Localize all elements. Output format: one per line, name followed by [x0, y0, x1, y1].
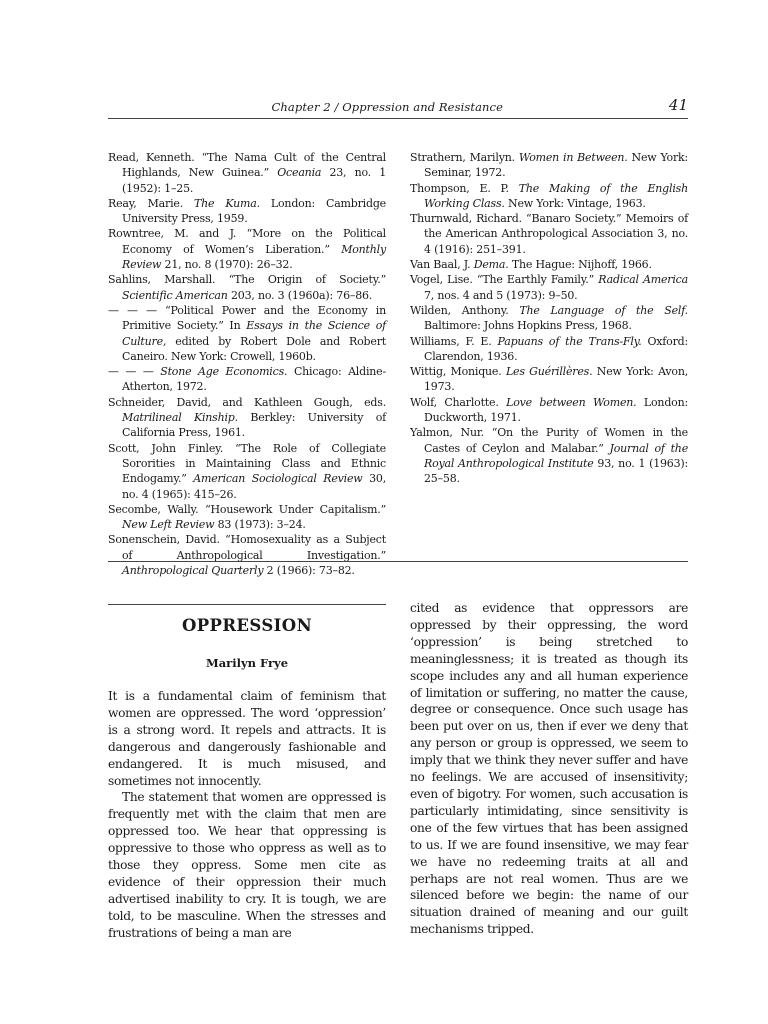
reference-entry	[410, 364, 688, 395]
references-right-column	[410, 150, 688, 487]
reference-segment: Thurnwald, Richard. “Banaro Society.” Memoirs of the American Anthropological Association 3, no. 4 (1916): 251–391.	[410, 212, 688, 256]
reference-segment: — — —	[108, 365, 161, 379]
reference-entry	[108, 226, 386, 272]
reference-italic-segment: The Making of the English Working Class.	[424, 181, 688, 210]
reference-segment: Vogel, Lise. “The Earthly Family.”	[410, 273, 599, 287]
reference-segment: 21, no. 8 (1970): 26–32.	[161, 258, 293, 272]
reference-segment: Van Baal, J.	[410, 258, 474, 272]
reference-italic-segment: Les Guérillères.	[505, 365, 593, 379]
reference-segment: Schneider, David, and Kathleen Gough, eds.	[108, 395, 386, 409]
reference-segment: Secombe, Wally. “Housework Under Capitalism.”	[108, 502, 386, 516]
reference-entry	[108, 303, 386, 364]
reference-italic-segment: Radical America	[598, 273, 688, 287]
reference-segment: New York: Vintage, 1963.	[504, 196, 646, 210]
article-paragraph: The statement that women are oppressed is frequently met with the claim that men are oppressed too. We hear that oppressing is oppressive to those who oppress as well as to those they oppress. Some men cite as evidence of their oppression their much advertised inability to cry. It is tough, we are told, to be masculine. When the stresses and frustrations of being a man are	[108, 790, 386, 940]
reference-segment: Read, Kenneth. “The Nama Cult of the Central Highlands, New Guinea.”	[108, 151, 386, 180]
reference-segment: 7, nos. 4 and 5 (1973): 9–50.	[424, 288, 578, 302]
reference-italic-segment: American Sociological Review	[193, 472, 363, 486]
reference-segment: edited by Robert Dole and Robert Caneiro. New York: Crowell, 1960b.	[122, 334, 386, 363]
reference-italic-segment: Essays in the Science of Culture,	[122, 319, 386, 348]
page-number: 41	[668, 96, 688, 114]
reference-entry	[108, 196, 386, 227]
reference-italic-segment: Love between Women.	[506, 395, 637, 409]
reference-segment: The Hague: Nijhoff, 1966.	[508, 258, 652, 272]
reference-segment: New York: Seminar, 1972.	[424, 151, 689, 180]
reference-segment: 93, no. 1 (1963): 25–58.	[424, 456, 688, 486]
reference-segment: 2 (1966): 73–82.	[263, 564, 355, 578]
reference-segment: 203, no. 3 (1960a): 76–86.	[227, 288, 373, 302]
reference-italic-segment: Papuans of the Trans-Fly.	[497, 334, 642, 348]
reference-segment: Sahlins, Marshall. “The Origin of Society.”	[108, 273, 386, 287]
reference-entry	[410, 257, 688, 272]
references-left-column	[108, 150, 386, 578]
reference-entry	[108, 502, 386, 533]
reference-italic-segment: Matrilineal Kinship.	[122, 411, 238, 425]
reference-segment: Yalmon, Nur. “On the Purity of Women in the Castes of Ceylon and Malabar.”	[410, 426, 688, 455]
reference-entry	[108, 532, 386, 578]
reference-entry	[108, 364, 386, 395]
reference-segment: Berkley: University of California Press, 1961.	[122, 411, 387, 440]
reference-entry	[108, 441, 386, 502]
reference-italic-segment: Dema.	[473, 258, 509, 272]
reference-segment: London: Cambridge University Press, 1959.	[122, 196, 386, 226]
reference-italic-segment: Women in Between.	[518, 151, 628, 164]
article-title: OPPRESSION	[181, 616, 313, 635]
article-body-right-column	[410, 600, 688, 938]
reference-italic-segment: The Language of the Self.	[519, 303, 688, 317]
reference-segment: — — — “Political Power and the Economy in Primitive Society.” In	[108, 303, 386, 333]
reference-segment: 30, no. 4 (1965): 415–26.	[122, 472, 386, 501]
reference-segment: Rowntree, M. and J. “More on the Political Economy of Women’s Liberation.”	[108, 227, 386, 256]
reference-segment: Williams, F. E.	[410, 334, 498, 348]
reference-segment: Sonenschein, David. “Homosexuality as a Subject of Anthropological Investigation.”	[108, 533, 386, 562]
reference-italic-segment: Anthropological Quarterly	[122, 564, 264, 578]
article-body-left-column	[108, 688, 386, 942]
reference-entry	[410, 150, 688, 181]
reference-segment: Scott, John Finley. “The Role of Collegiate Sororities in Maintaining Class and Ethnic Endogamy.”	[108, 441, 386, 486]
reference-entry	[410, 425, 688, 486]
reference-entry	[108, 150, 386, 196]
article-paragraph: cited as evidence that oppressors are oppressed by their oppressing, the word ‘oppression’ is being stretched to meaninglessness; it is treated as though its scope includes any and all human experience of limitation or suffering, no matter the cause, degree or consequence. Once such usage has been put over on us, then if ever we deny that any person or group is oppressed, we seem to imply that we think they never suffer and have no feelings. We are accused of insensitivity; even of bigotry. For women, such accusation is particularly intimidating, since sensitivity is one of the few virtues that has been assigned to us. If we are found insensitive, we may fear we have no redeeming traits at all and perhaps are not real women. Thus are we silenced before we begin: the name of our situation drained of meaning and our guilt mechanisms tripped.	[410, 601, 688, 937]
article-paragraph: It is a fundamental claim of feminism that women are oppressed. The word ‘oppression’ is a strong word. It repels and attracts. It is dangerous and dangerously fashionable and endangered. It is much misused, and sometimes not innocently.	[108, 689, 386, 788]
reference-entry	[410, 334, 688, 365]
reference-segment: Baltimore: Johns Hopkins Press, 1968.	[424, 319, 632, 333]
reference-segment: 83 (1973): 3–24.	[214, 518, 306, 532]
reference-segment: Wilden, Anthony.	[410, 303, 520, 317]
reference-italic-segment: Scientific American	[122, 288, 228, 302]
reference-italic-segment: The Kuma.	[194, 196, 260, 210]
reference-italic-segment: Monthly Review	[122, 242, 386, 272]
section-divider	[108, 561, 688, 562]
reference-segment: New York: Avon, 1973.	[424, 365, 688, 394]
reference-entry	[108, 272, 386, 303]
reference-segment: 23, no. 1 (1952): 1–25.	[122, 166, 386, 195]
reference-italic-segment: Journal of the Royal Anthropological Institute	[424, 441, 689, 470]
reference-entry	[410, 211, 688, 257]
reference-segment: Reay, Marie.	[108, 196, 195, 210]
reference-entry	[410, 181, 688, 212]
reference-entry	[410, 395, 688, 426]
reference-italic-segment: Oceania	[277, 166, 322, 180]
reference-segment: Wittig, Monique.	[410, 365, 506, 379]
article-author: Marilyn Frye	[205, 656, 289, 670]
reference-segment: London: Duckworth, 1971.	[424, 395, 688, 425]
reference-entry	[410, 272, 688, 303]
reference-italic-segment: New Left Review	[122, 518, 215, 532]
article-title-rule	[108, 604, 386, 605]
reference-italic-segment: Stone Age Economics.	[160, 365, 288, 379]
reference-entry	[108, 395, 386, 441]
reference-segment: Strathern, Marilyn.	[410, 151, 519, 164]
reference-segment: Thompson, E. P.	[410, 181, 519, 195]
page-header	[108, 96, 688, 119]
reference-entry	[410, 303, 688, 334]
reference-segment: Wolf, Charlotte.	[410, 395, 507, 409]
reference-segment: Oxford: Clarendon, 1936.	[424, 334, 688, 363]
reference-segment: Chicago: Aldine-Atherton, 1972.	[122, 365, 386, 394]
running-head: Chapter 2 / Oppression and Resistance	[271, 100, 503, 114]
